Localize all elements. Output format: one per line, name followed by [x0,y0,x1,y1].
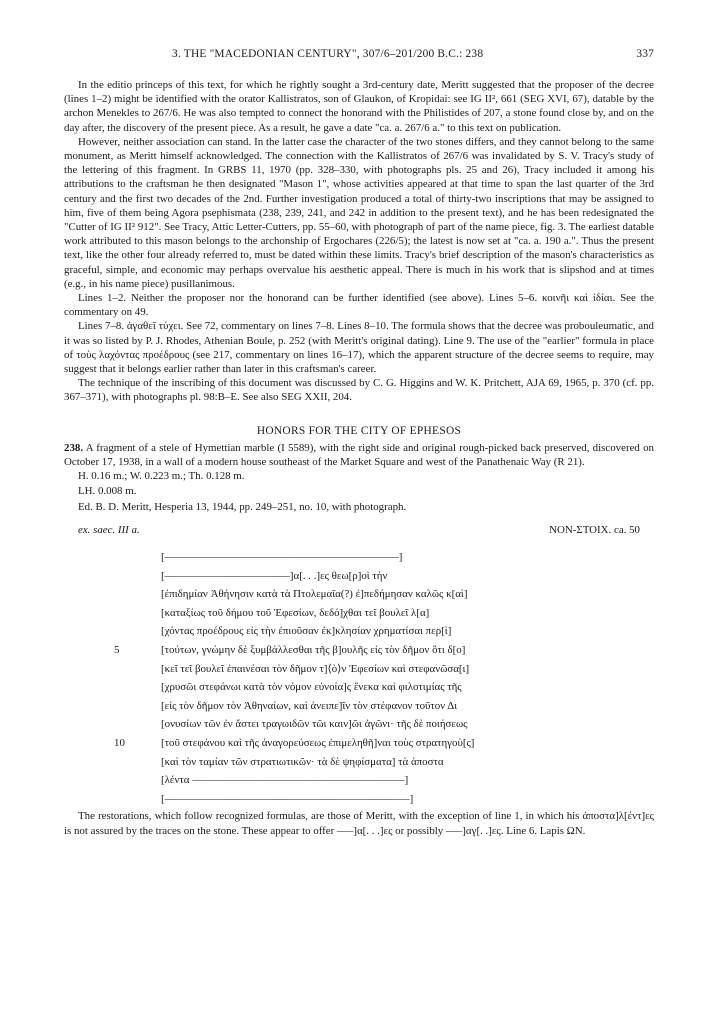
inscription-line [64,679,654,698]
inscription-line-text: [–––––––––––––––––––––––––––––––––––––––––––] [161,551,403,564]
inscription-line [64,605,654,624]
inscription-line-text: [χρυσῶι στεφάνωι κατὰ τὸν νόμον εὐνοία]ς ἕνεκα καὶ φιλοτιμίας τῆς [161,681,462,694]
inscription-line [64,568,654,587]
dating-line [64,521,654,539]
inscription-line-text: [ἐπιδημίαν Ἀθήνησιν κατὰ τὰ Πτολεμαῖα(?) ἐ]πεδήμησαν καλῶς κ[αὶ] [161,588,468,601]
inscription-line-text: [χόντας προέδρους εἰς τὴν ἐπιοῦσαν ἐκ]κλησίαν χρηματίσαι περ[ὶ] [161,625,452,638]
line-number: 5 [114,644,120,657]
inscription-line [64,754,654,773]
commentary-paragraph-3: Lines 1–2. Neither the proposer nor the honorand can be further identified (see above). Lines 5–6. κοινῆι καὶ ἰδίαι. See the commentary on 49. [64,292,654,319]
edition-reference: Ed. B. D. Meritt, Hesperia 13, 1944, pp. 249–251, no. 10, with photograph. [78,501,407,514]
inscription-line [64,642,654,661]
letter-height: LH. 0.008 m. [78,484,137,497]
inscription-line-text: [λέντα –––––––––––––––––––––––––––––––––––––––] [161,774,409,787]
inscription-line [64,586,654,605]
commentary-paragraph-5: The technique of the inscribing of this document was discussed by C. G. Higgins and W. K. Pritchett, AJA 69, 1965, p. 370 (cf. pp. 367–371), with photographs pl. 98:B–E. See also SEG XXII, 204. [64,377,654,404]
line-number: 10 [114,737,125,749]
commentary-paragraph-1: In the editio princeps of this text, for which he rightly sought a 3rd-century date, Meritt suggested that the proposer of the decree (lines 1–2) might be identified with the orator Kallistratos, son of Glaukon, of Kropidai: see IG II², 661 (SEG XVI, 67), datable by the archon Menekles to 267/6. He was also tempted to connect the honorand with the Philistides of 207, a stone found close by, and on the day after, the discovery of the present piece. As a result, he gave a date "ca. a. 267/6 a." to this text on publication. [64,79,654,134]
inscription-line-text: [ονυσίων τῶν ἐν ἄστει τραγωιδῶν τῶι καιν]ῶι ἀγῶνι· τῆς δὲ ποιήσεως [161,718,468,731]
inscription-line-text: [–––––––––––––––––––––––]α[. . .]ες θεω[ρ]οὶ τὴν [161,569,388,582]
inscription-line-text: [–––––––––––––––––––––––––––––––––––––––––––––] [161,792,414,805]
commentary-paragraph-2: However, neither association can stand. In the latter case the character of the two stones differs, and they cannot belong to the same monument, as Meritt himself acknowledged. The connection with the Kallistratos of 267/6 was invalidated by S. V. Tracy's study of the lettering of this fragment. In GRBS 11, 1970 (pp. 328–330, with photographs pls. 25 and 26), Tracy included it among his attributions to the craftsman he then designated "Mason 1", whose activities appeared at that time to span the last quarter of the 3rd century and the first two decades of the 2nd. Further investigation produced a total of thirty-two inscriptions that may be assigned to him, five of them being Agora psephismata (238, 239, 241, and 242 in addition to the present text), and he has been redesignated the "Cutter of IG II² 912". See Tracy, Attic Letter-Cutters, pp. 55–60, with photograph of part of the name piece, fig. 3. The earliest datable work attributed to this mason belongs to the archonship of Ergochares (226/5); the latest is now set at "ca. a. 190 a.". Thus the present text, like the other four already referred to, must be dated within these limits. Tracy's brief description of the mason's characteristics as graceful, simple, and economic may perhaps overvalue his aesthetic appeal. There is much in his work that is slipshod and at times (e.g., in his name piece) pusillanimous. [64,135,654,290]
inscription-line [64,716,654,735]
inscription-line [64,698,654,717]
stoichedon-note: NON-ΣΤΟΙΧ. ca. 50 [549,524,640,537]
inscription-line [64,623,654,642]
inscription-line-text: [καταξίως τοῦ δήμου τοῦ Ἐφεσίων, δεδό]χθαι τεῖ βουλεῖ λ[α] [161,606,430,619]
date: ex. saec. III a. [78,524,140,537]
inscription-line-text: [εἰς τὸν δῆμον τὸν Ἀθηναίων, καὶ ἀνειπε]ῖν τὸν στέφανον τοῦτον Δι [161,699,458,712]
inscription-line-text: [τούτων, γνώμην δὲ ξυμβάλλεσθαι τῆς β]ουλῆς εἰς τὸν δῆμον ὅτι δ[ο] [161,644,466,657]
inscription-line [64,549,654,568]
section-heading: HONORS FOR THE CITY OF EPHESOS [256,424,462,437]
dimensions: H. 0.16 m.; W. 0.223 m.; Th. 0.128 m. [78,470,245,483]
body-text [64,78,654,838]
page-number: 337 [636,48,654,60]
entry-metadata [64,469,654,515]
inscription-line [64,772,654,791]
inscription-line [64,661,654,680]
entry-description [64,441,654,469]
commentary-paragraph-4: Lines 7–8. ἀγαθεῖ τύχει. See 72, commentary on lines 7–8. Lines 8–10. The formula shows that the decree was probouleumatic, and it was so listed by P. J. Rhodes, Athenian Boule, p. 252 (with Meritt's original dating). Line 9. The use of the "earlier" formula in place of τοὺς λαχόντας προέδρους (see 217, commentary on lines 16–17), which the apparent structure of the decree seems to require, may suggest that it belongs earlier rather than later in this craftsman's career. [64,320,654,376]
running-title: 3. THE "MACEDONIAN CENTURY", 307/6–201/200 B.C.: 238 [172,48,484,60]
inscription-line [64,735,654,754]
inscription-line-text: [κεῖ τεῖ βουλεῖ ἐπαινέσαι τὸν δῆμον τ]⟨ὸ⟩ν Ἐφεσίων καὶ στεφανῶσα[ι] [161,662,470,675]
inscription-line [64,791,654,810]
inscription-line-text: [τοῦ στεφάνου καὶ τῆς ἀναγορεύσεως ἐπιμεληθῆ]ναι τοὺς στρατηγοὺ[ς] [161,737,475,749]
entry-number: 238. [64,441,84,454]
inscription-line-text: [καὶ τὸν ταμίαν τῶν στρατιωτικῶν· τὰ δὲ ψηφίσματα] τὰ ἀποστα [161,755,444,768]
restoration-note: The restorations, which follow recognized formulas, are those of Meritt, with the exception of line 1, in which his ἀποστα]λ[έντ]ες is not assured by the traces on the stone. These appear to offer –––]α[. . .]ες or possibly –––]αγ[. .]ες. Line 6. Lapis ΩΝ. [64,810,654,837]
inscription-text [64,549,654,809]
entry-text: A fragment of a stele of Hymettian marble (I 5589), with the right side and original rough-picked back preserved, discovered on October 17, 1938, in a wall of a modern house southeast of the Market Square and west of the Panathenaic Way (R 21). [64,441,654,469]
